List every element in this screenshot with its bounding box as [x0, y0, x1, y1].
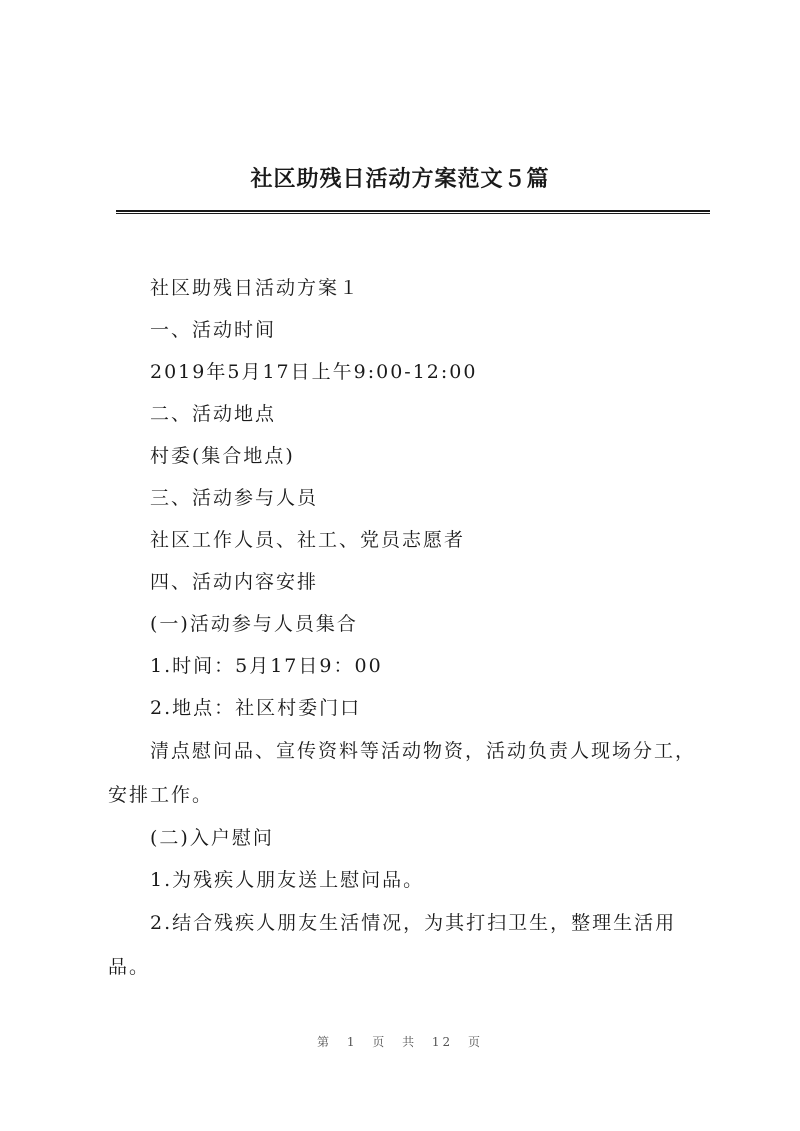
paragraph: (一)活动参与人员集合 — [150, 613, 358, 635]
paragraph: 2019年5月17日上午9:00-12:00 — [150, 361, 478, 383]
paragraph: 2.地点：社区村委门口 — [150, 697, 362, 719]
page-number-footer: 第 1 页 共 12 页 — [317, 1035, 483, 1049]
title-divider — [116, 210, 710, 214]
paragraph: 三、活动参与人员 — [150, 487, 319, 509]
paragraph: 社区工作人员、社工、党员志愿者 — [150, 529, 466, 551]
paragraph: 村委(集合地点) — [150, 445, 295, 467]
paragraph: 四、活动内容安排 — [150, 571, 319, 593]
paragraph: 社区助残日活动方案１ — [150, 277, 361, 299]
paragraph: 一、活动时间 — [150, 319, 277, 341]
paragraph: 清点慰问品、宣传资料等活动物资，活动负责人现场分工，安排工作。 — [108, 740, 697, 806]
paragraph: (二)入户慰问 — [150, 827, 274, 849]
page-title: 社区助残日活动方案范文５篇 — [250, 166, 550, 192]
paragraph: 1.时间：5月17日9：00 — [150, 655, 383, 677]
document-body — [108, 267, 708, 989]
paragraph: 二、活动地点 — [150, 403, 277, 425]
paragraph: 2.结合残疾人朋友生活情况，为其打扫卫生，整理生活用品。 — [108, 912, 677, 978]
paragraph: 1.为残疾人朋友送上慰问品。 — [150, 869, 425, 891]
